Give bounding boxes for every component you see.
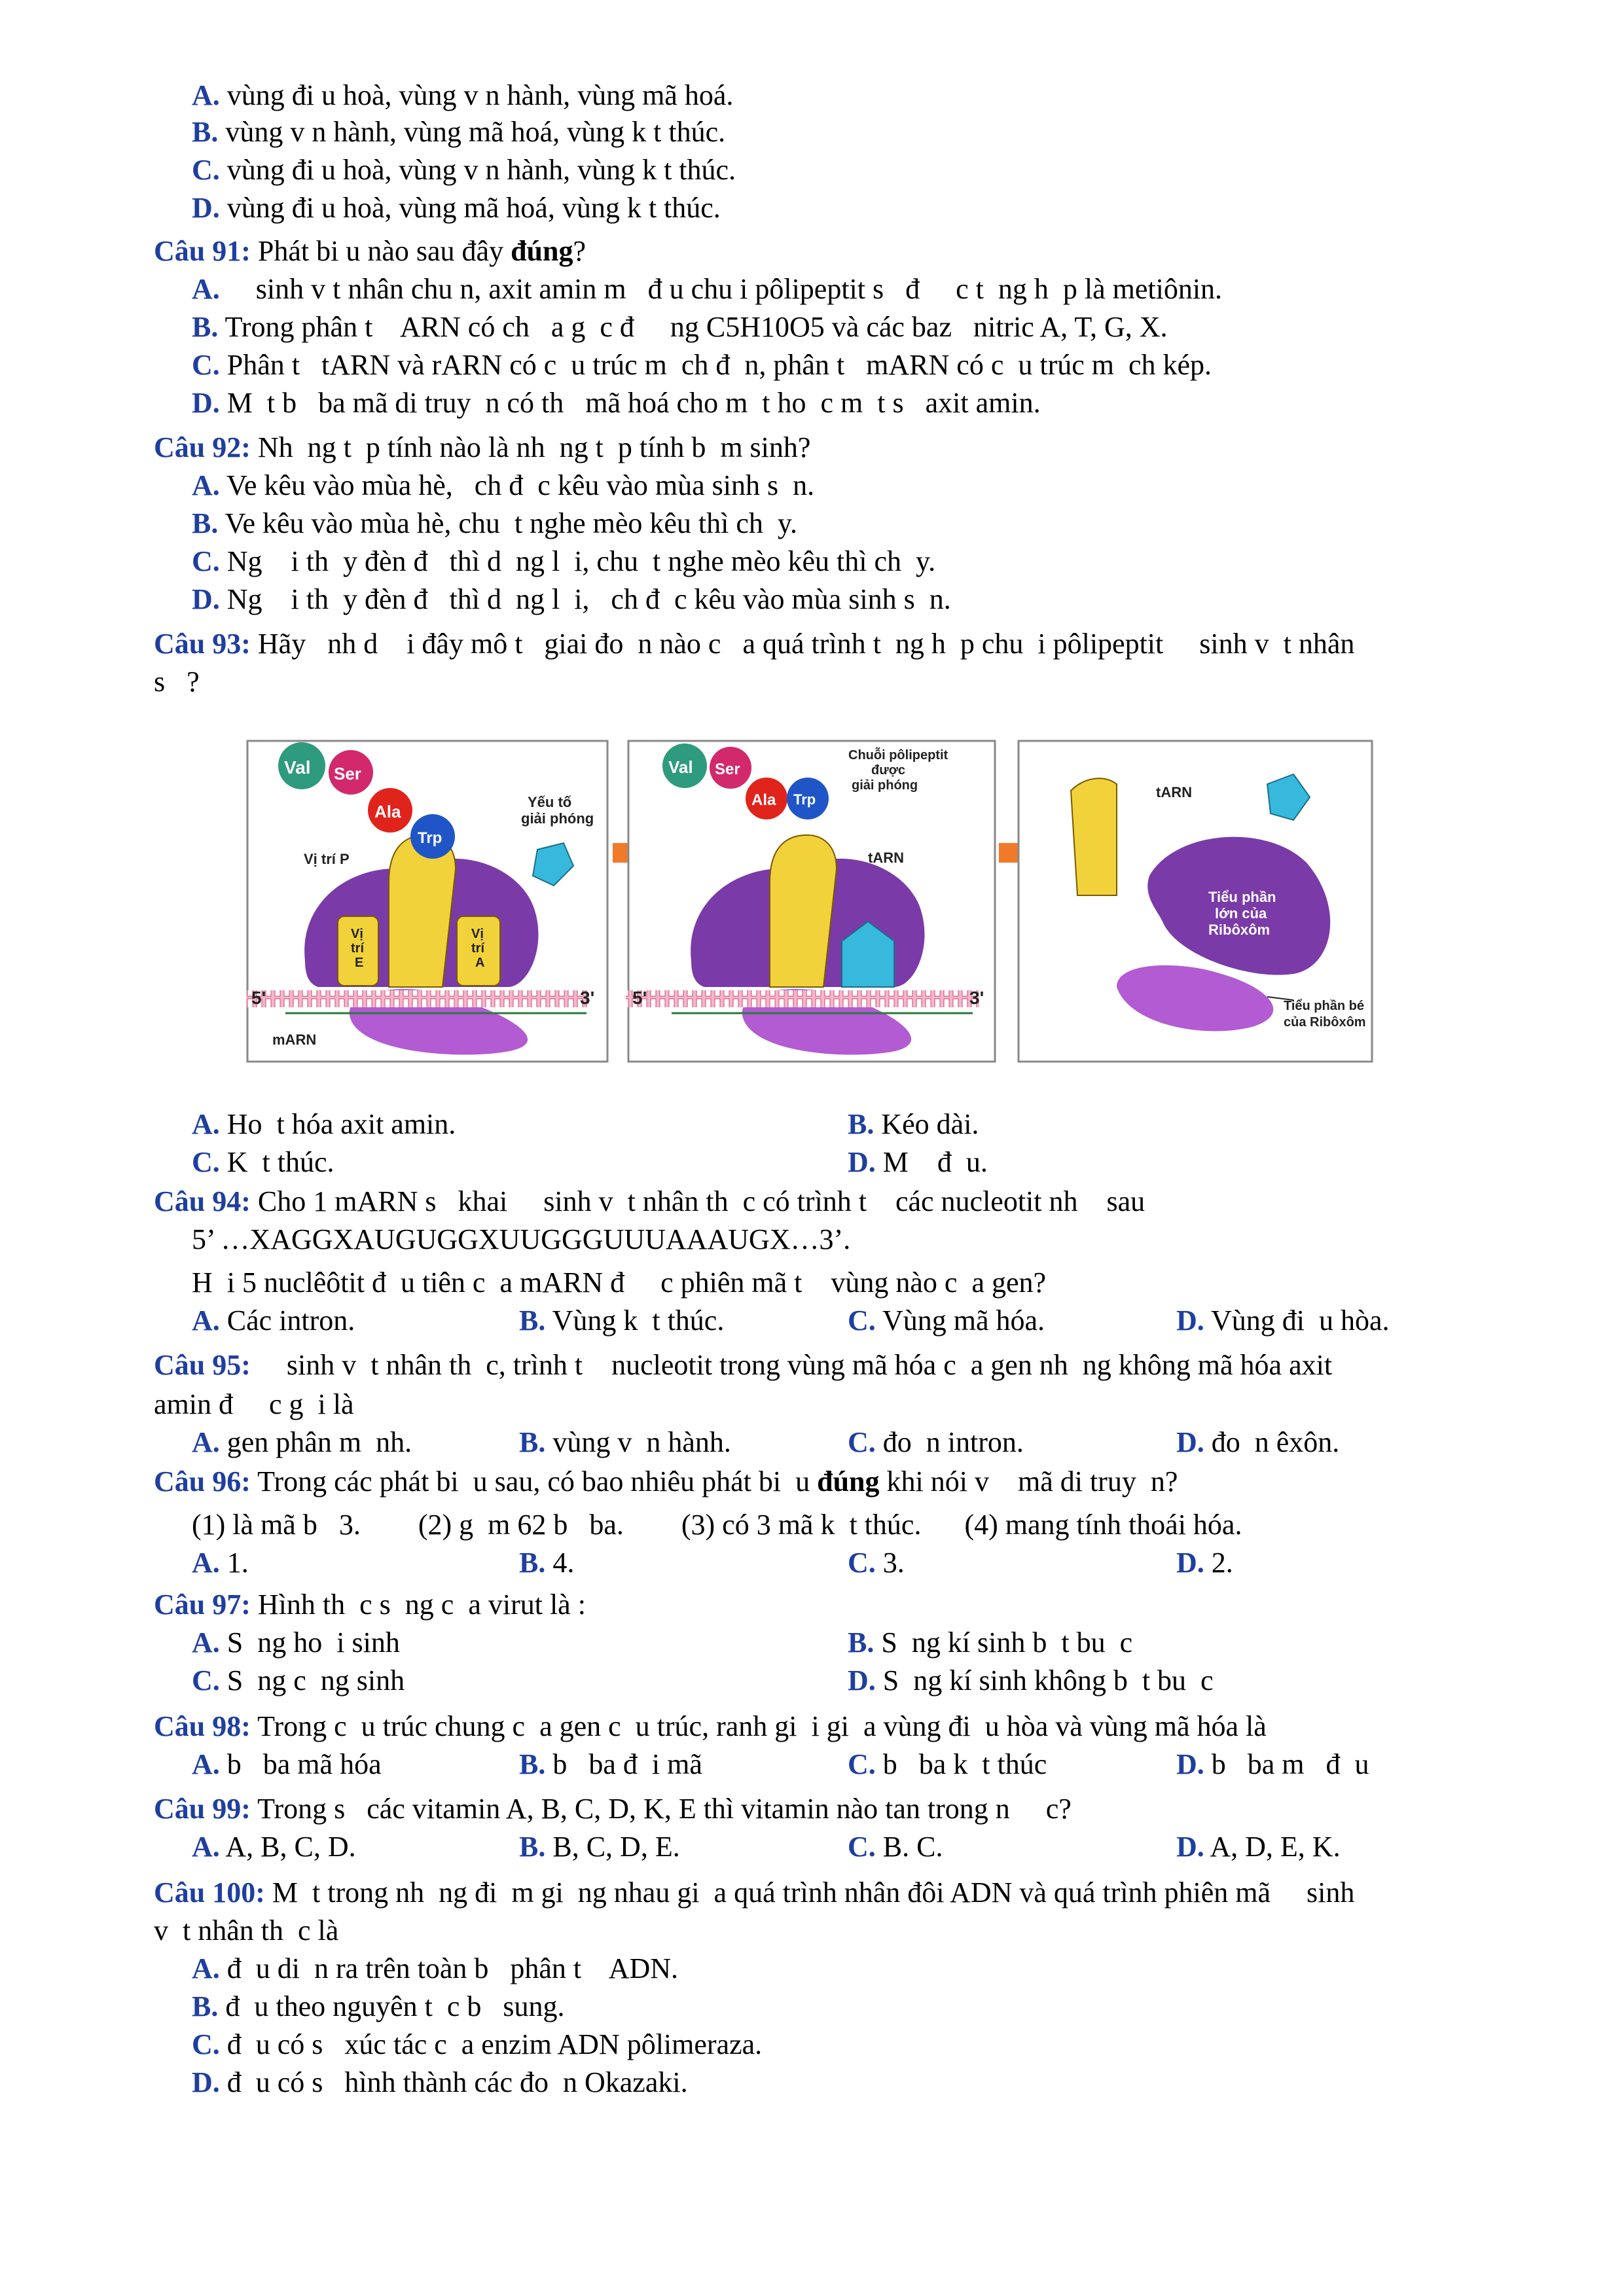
option-text: Ng i th y đèn đ thì d ng l i, ch đ c kêu vào mùa sinh s n. bbox=[226, 583, 951, 615]
option-text: vùng v n hành, vùng mã hoá, vùng k t thúc. bbox=[225, 116, 726, 148]
q99-stem bbox=[154, 1791, 1072, 1827]
option-text: Vùng đi u hòa. bbox=[1211, 1304, 1390, 1336]
label-site-e: E bbox=[355, 956, 364, 970]
q94-question: H i 5 nuclêôtit đ u tiên c a mARN đ c phiên mã t vùng nào c a gen? bbox=[192, 1266, 1047, 1299]
option-label: C. bbox=[192, 154, 220, 186]
option-label: C. bbox=[192, 545, 220, 577]
option-label: B. bbox=[192, 507, 219, 539]
option-text: Ve kêu vào mùa hè, chu t nghe mèo kêu thì ch y. bbox=[225, 507, 798, 539]
q93-stem-line1 bbox=[154, 626, 1354, 662]
question-label: Câu 94: bbox=[154, 1185, 251, 1217]
option-label: A. bbox=[192, 1748, 220, 1780]
panel-1 bbox=[246, 741, 607, 1062]
option-text: S ng kí sinh không b t bu c bbox=[882, 1664, 1214, 1696]
option-text: S ng ho i sinh bbox=[226, 1626, 400, 1659]
q98-stem bbox=[154, 1708, 1267, 1745]
stem-text: Phát bi u nào sau đây bbox=[250, 235, 511, 267]
q90-option-b bbox=[192, 114, 725, 151]
q93-option-b bbox=[848, 1106, 979, 1143]
option-label: B. bbox=[848, 1626, 875, 1659]
option-label: C. bbox=[192, 1664, 220, 1696]
question-label: Câu 97: bbox=[154, 1588, 251, 1621]
option-label: D. bbox=[192, 2066, 220, 2098]
option-text: vùng đi u hoà, vùng mã hoá, vùng k t thúc. bbox=[226, 192, 721, 224]
label-site-e: trí bbox=[351, 941, 364, 956]
q95-option-b bbox=[519, 1424, 731, 1461]
label-site-a: Vị bbox=[471, 927, 484, 941]
q96-option-d bbox=[1176, 1545, 1233, 1581]
q90-option-c bbox=[192, 152, 736, 188]
option-text: vùng đi u hoà, vùng v n hành, vùng k t thúc. bbox=[226, 154, 736, 186]
option-label: D. bbox=[192, 387, 220, 419]
option-label: C. bbox=[848, 1426, 876, 1458]
q96-option-b bbox=[519, 1545, 574, 1581]
q94-option-c bbox=[848, 1302, 1045, 1339]
option-text: Trong phân t ARN có ch a g c đ ng C5H10O5 và các baz nitric A, T, G, X. bbox=[225, 311, 1168, 343]
option-text: đ u di n ra trên toàn b phân t ADN. bbox=[226, 1952, 678, 1984]
label-large: Tiểu phần bbox=[1208, 889, 1276, 905]
label-large: Ribôxôm bbox=[1208, 922, 1271, 938]
option-text: 4. bbox=[552, 1547, 575, 1579]
q97-stem bbox=[154, 1587, 586, 1623]
q98-option-a bbox=[192, 1746, 382, 1783]
stem-text: Hãy nh d i đây mô t giai đo n nào c a quá trình t ng h p chu i pôlipeptit sinh v t nhân bbox=[250, 628, 1355, 660]
option-text: gen phân m nh. bbox=[226, 1426, 412, 1458]
q100-option-a bbox=[192, 1950, 678, 1987]
q92-option-b bbox=[192, 505, 797, 542]
stem-emphasis: đúng bbox=[511, 235, 573, 267]
option-text: A, D, E, K. bbox=[1210, 1831, 1341, 1863]
q93-option-a bbox=[192, 1106, 456, 1143]
option-label: B. bbox=[192, 1990, 219, 2022]
q96-option-c bbox=[848, 1545, 905, 1581]
q95-option-d bbox=[1176, 1424, 1339, 1461]
option-text: Vùng k t thúc. bbox=[552, 1304, 725, 1336]
option-text: 2. bbox=[1211, 1547, 1233, 1579]
q93-stem-line2: s ? bbox=[154, 666, 200, 698]
q95-option-a bbox=[192, 1424, 412, 1461]
option-label: A. bbox=[192, 79, 220, 111]
ribosome-figure bbox=[246, 738, 1375, 1066]
stem-text: Trong s các vitamin A, B, C, D, K, E thì vitamin nào tan trong n c? bbox=[250, 1793, 1072, 1825]
q91-option-d bbox=[192, 385, 1041, 422]
q100-option-d bbox=[192, 2064, 688, 2101]
label-release: Yếu tố bbox=[528, 794, 572, 810]
label-5prime: 5' bbox=[632, 988, 647, 1008]
label-ala: Ala bbox=[374, 802, 401, 821]
label-chain: được bbox=[871, 763, 906, 778]
stem-text: Cho 1 mARN s khai sinh v t nhân th c có trình t các nucleotit nh sau bbox=[250, 1185, 1146, 1217]
option-label: C. bbox=[192, 2028, 220, 2060]
q95-stem-line1 bbox=[154, 1347, 1332, 1384]
q91-stem bbox=[154, 233, 586, 270]
q100-option-c bbox=[192, 2026, 762, 2063]
question-label: Câu 100: bbox=[154, 1876, 265, 1909]
label-3prime: 3' bbox=[969, 988, 984, 1008]
label-chain: Chuỗi pôlipeptit bbox=[848, 748, 948, 762]
option-text: Các intron. bbox=[226, 1304, 355, 1336]
label-site-e: Vị bbox=[351, 927, 363, 941]
option-text: Ho t hóa axit amin. bbox=[226, 1108, 456, 1140]
option-label: D. bbox=[1176, 1304, 1204, 1336]
option-text: vùng đi u hoà, vùng v n hành, vùng mã hoá. bbox=[226, 79, 734, 111]
q91-option-c bbox=[192, 347, 1212, 384]
q94-sequence: 5’ …XAGGXAUGUGGXUUGGGUUUAAAUGX…3’. bbox=[192, 1223, 851, 1255]
free-trna bbox=[1071, 778, 1117, 895]
stem-emphasis: đúng bbox=[817, 1465, 880, 1498]
q98-option-b bbox=[519, 1746, 702, 1783]
option-label: C. bbox=[848, 1304, 876, 1336]
q92-option-a bbox=[192, 467, 814, 504]
q96-stem bbox=[154, 1463, 1178, 1500]
option-text: sinh v t nhân chu n, axit amin m đ u chu i pôlipeptit s đ c t ng h p là metiônin. bbox=[226, 273, 1223, 305]
option-label: B. bbox=[519, 1426, 546, 1458]
option-text: vùng v n hành. bbox=[552, 1426, 731, 1458]
label-ala: Ala bbox=[751, 791, 776, 809]
q94-option-a bbox=[192, 1302, 355, 1339]
label-marn: mARN bbox=[272, 1031, 317, 1048]
option-text: M đ u. bbox=[882, 1146, 988, 1178]
q100-stem-line1 bbox=[154, 1874, 1354, 1911]
option-text: đo n êxôn. bbox=[1211, 1426, 1340, 1458]
question-label: Câu 99: bbox=[154, 1793, 251, 1825]
label-site-a: A bbox=[475, 956, 485, 970]
question-label: Câu 91: bbox=[154, 235, 251, 267]
option-label: A. bbox=[192, 1952, 220, 1984]
q100-option-b bbox=[192, 1988, 565, 2025]
option-label: C. bbox=[192, 349, 220, 381]
q90-option-d bbox=[192, 190, 721, 226]
option-text: b ba k t thúc bbox=[882, 1748, 1047, 1780]
q97-option-d bbox=[848, 1662, 1214, 1699]
q97-option-c bbox=[192, 1662, 405, 1699]
stem-text: M t trong nh ng đi m gi ng nhau gi a quá trình nhân đôi ADN và quá trình phiên mã sinh bbox=[264, 1876, 1355, 1909]
option-text: 3. bbox=[882, 1547, 905, 1579]
option-text: Kéo dài. bbox=[881, 1108, 979, 1140]
option-text: đ u có s hình thành các đo n Okazaki. bbox=[226, 2066, 688, 2098]
option-label: B. bbox=[192, 311, 219, 343]
label-small: Tiểu phần bé bbox=[1284, 999, 1364, 1013]
option-text: Ng i th y đèn đ thì d ng l i, chu t nghe mèo kêu thì ch y. bbox=[226, 545, 936, 577]
option-text: đo n intron. bbox=[882, 1426, 1024, 1458]
label-large: lớn của bbox=[1215, 905, 1267, 922]
q94-option-d bbox=[1176, 1302, 1390, 1339]
option-label: B. bbox=[519, 1831, 546, 1863]
option-text: S ng kí sinh b t bu c bbox=[881, 1626, 1133, 1659]
question-label: Câu 95: bbox=[154, 1349, 251, 1381]
option-label: D. bbox=[192, 583, 220, 615]
stem-text-end: ? bbox=[573, 235, 586, 267]
q92-option-c bbox=[192, 543, 935, 580]
stem-text-end: khi nói v mã di truy n? bbox=[879, 1465, 1178, 1498]
option-label: B. bbox=[519, 1547, 546, 1579]
question-label: Câu 96: bbox=[154, 1465, 251, 1498]
q97-option-b bbox=[848, 1624, 1132, 1661]
option-text: đ u có s xúc tác c a enzim ADN pôlimeraza. bbox=[226, 2028, 763, 2060]
q96-option-a bbox=[192, 1545, 249, 1581]
q93-option-c bbox=[192, 1144, 334, 1181]
option-label: D. bbox=[1176, 1426, 1204, 1458]
label-ser: Ser bbox=[715, 761, 740, 778]
option-label: D. bbox=[192, 192, 220, 224]
q99-option-b bbox=[519, 1829, 680, 1865]
option-label: A. bbox=[192, 1547, 220, 1579]
option-text: Phân t tARN và rARN có c u trúc m ch đ n, phân t mARN có c u trúc m ch kép. bbox=[226, 349, 1212, 381]
option-label: C. bbox=[848, 1831, 876, 1863]
stem-text: sinh v t nhân th c, trình t nucleotit trong vùng mã hóa c a gen nh ng không mã hóa axit bbox=[250, 1349, 1333, 1381]
q99-option-c bbox=[848, 1829, 943, 1865]
option-label: A. bbox=[192, 1108, 220, 1140]
question-label: Câu 98: bbox=[154, 1710, 251, 1742]
option-text: Vùng mã hóa. bbox=[882, 1304, 1045, 1336]
stem-text: Nh ng t p tính nào là nh ng t p tính b m sinh? bbox=[250, 431, 811, 463]
q95-option-c bbox=[848, 1424, 1024, 1461]
option-text: B. C. bbox=[882, 1831, 943, 1863]
q96-statements: (1) là mã b 3. (2) g m 62 b ba. (3) có 3 mã k t thúc. (4) mang tính thoái hóa. bbox=[192, 1509, 1242, 1541]
option-text: S ng c ng sinh bbox=[226, 1664, 405, 1696]
option-label: A. bbox=[192, 1304, 220, 1336]
stem-text: Trong các phát bi u sau, có bao nhiêu phát bi u bbox=[250, 1465, 818, 1498]
option-text: M t b ba mã di truy n có th mã hoá cho m t ho c m t s axit amin. bbox=[226, 387, 1041, 419]
label-site-p: Vị trí P bbox=[304, 851, 350, 867]
option-label: D. bbox=[1176, 1748, 1204, 1780]
option-label: A. bbox=[192, 1426, 220, 1458]
q94-option-b bbox=[519, 1302, 724, 1339]
option-label: B. bbox=[519, 1748, 546, 1780]
label-val: Val bbox=[668, 757, 693, 777]
option-text: Ve kêu vào mùa hè, ch đ c kêu vào mùa sinh s n. bbox=[226, 469, 815, 501]
option-label: A. bbox=[192, 1831, 220, 1863]
option-text: b ba đ i mã bbox=[552, 1748, 702, 1780]
option-text: B, C, D, E. bbox=[552, 1831, 680, 1863]
label-tarn: tARN bbox=[1156, 784, 1192, 800]
q91-option-b bbox=[192, 309, 1168, 346]
q93-option-d bbox=[848, 1144, 988, 1181]
q95-stem-line2: amin đ c g i là bbox=[154, 1388, 354, 1420]
option-label: D. bbox=[1176, 1547, 1204, 1579]
label-chain: giải phóng bbox=[852, 778, 918, 793]
label-3prime: 3' bbox=[580, 988, 595, 1008]
trna-shape bbox=[389, 835, 456, 987]
q100-stem-line2: v t nhân th c là bbox=[154, 1914, 339, 1946]
option-label: D. bbox=[848, 1146, 876, 1178]
option-label: C. bbox=[192, 1146, 220, 1178]
stem-text: Hình th c s ng c a virut là : bbox=[250, 1588, 586, 1621]
option-label: A. bbox=[192, 273, 220, 305]
q98-option-d bbox=[1176, 1746, 1369, 1783]
option-label: D. bbox=[848, 1664, 876, 1696]
q90-option-a bbox=[192, 77, 733, 114]
q92-option-d bbox=[192, 581, 951, 618]
q92-stem bbox=[154, 429, 810, 466]
stem-text: Trong c u trúc chung c a gen c u trúc, ranh gi i gi a vùng đi u hòa và vùng mã hóa là bbox=[250, 1710, 1267, 1742]
q91-option-a bbox=[192, 271, 1222, 308]
label-val: Val bbox=[284, 757, 311, 778]
q97-option-a bbox=[192, 1624, 400, 1661]
option-text: b ba mã hóa bbox=[226, 1748, 382, 1780]
option-text: 1. bbox=[226, 1547, 249, 1579]
question-label: Câu 93: bbox=[154, 628, 251, 660]
option-text: A, B, C, D. bbox=[225, 1831, 356, 1863]
question-label: Câu 92: bbox=[154, 431, 251, 463]
label-small: của Ribôxôm bbox=[1284, 1015, 1366, 1030]
panel-2 bbox=[626, 741, 995, 1062]
label-site-a: trí bbox=[471, 941, 484, 956]
option-label: C. bbox=[848, 1547, 876, 1579]
panel-3 bbox=[1019, 741, 1372, 1062]
label-release-2: giải phóng bbox=[521, 810, 594, 827]
option-label: B. bbox=[848, 1108, 875, 1140]
option-text: b ba m đ u bbox=[1211, 1748, 1369, 1780]
option-text: đ u theo nguyên t c b sung. bbox=[225, 1990, 565, 2022]
label-trp: Trp bbox=[418, 829, 442, 847]
option-label: B. bbox=[519, 1304, 546, 1336]
label-trp: Trp bbox=[793, 791, 816, 808]
option-label: B. bbox=[192, 116, 219, 148]
option-label: D. bbox=[1176, 1831, 1204, 1863]
q94-stem bbox=[154, 1183, 1145, 1220]
q99-option-d bbox=[1176, 1829, 1341, 1865]
option-label: A. bbox=[192, 469, 220, 501]
label-tarn: tARN bbox=[868, 850, 904, 866]
label-5prime: 5' bbox=[251, 988, 266, 1008]
option-label: A. bbox=[192, 1626, 220, 1659]
option-text: K t thúc. bbox=[226, 1146, 334, 1178]
q98-option-c bbox=[848, 1746, 1047, 1783]
label-ser: Ser bbox=[334, 764, 361, 783]
option-label: C. bbox=[848, 1748, 876, 1780]
q99-option-a bbox=[192, 1829, 356, 1865]
